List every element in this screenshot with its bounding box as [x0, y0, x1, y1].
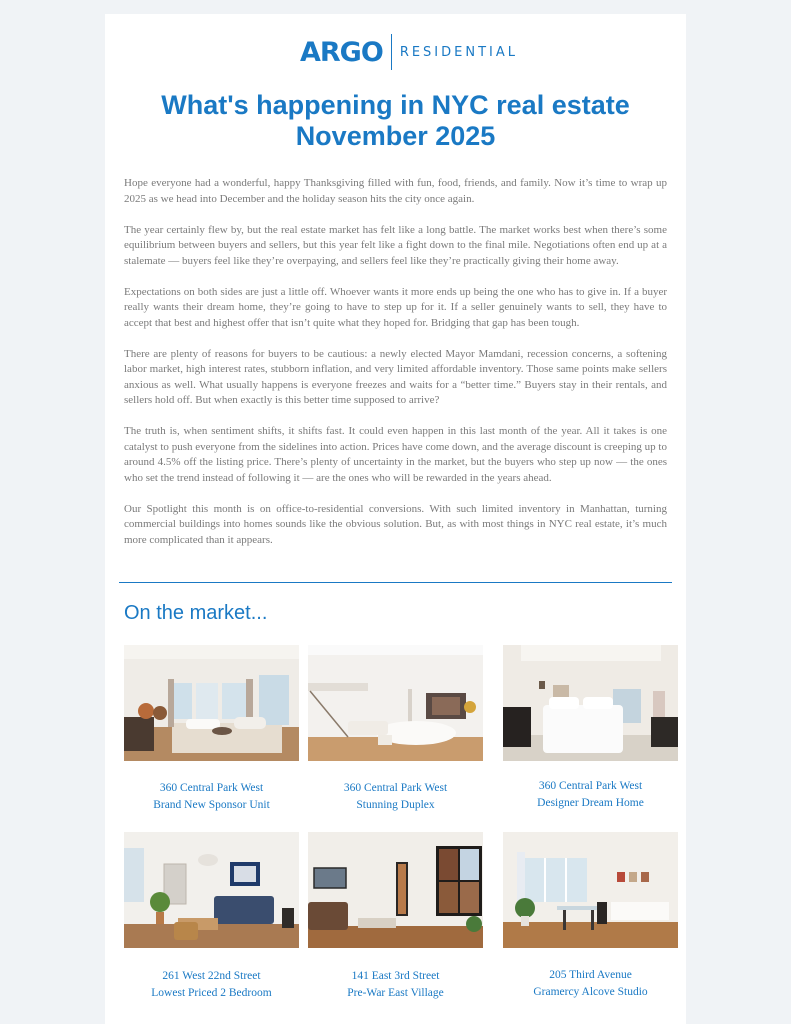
- listing-tagline[interactable]: Brand New Sponsor Unit: [153, 798, 270, 811]
- newsletter-card: [105, 14, 686, 1024]
- listing-card[interactable]: [503, 645, 678, 811]
- listing-address[interactable]: 141 East 3rd Street: [351, 970, 440, 982]
- argo-logo[interactable]: [300, 33, 518, 71]
- listing-photo-pre-war[interactable]: [308, 832, 483, 948]
- listing-tagline[interactable]: Pre-War East Village: [347, 986, 444, 999]
- listing-card[interactable]: [308, 832, 483, 1001]
- listing-tagline[interactable]: Lowest Priced 2 Bedroom: [151, 986, 272, 999]
- listing-photo-duplex[interactable]: [308, 645, 483, 761]
- paragraph: Our Spotlight this month is on office-to-residential conversions. With such limited inventory in Manhattan, turning commercial buildings into homes sounds like the obvious solution. But, as with most things in NYC real estate, it’s much more complicated than it appears.: [124, 502, 667, 546]
- listing-photo-bedroom[interactable]: [503, 645, 678, 761]
- listing-card[interactable]: [124, 832, 299, 1001]
- listing-address[interactable]: 360 Central Park West: [159, 782, 264, 794]
- listing-photo-blue-sofa[interactable]: [124, 832, 299, 948]
- logo-subbrand: RESIDENTIAL: [399, 44, 519, 60]
- listing-card[interactable]: [124, 645, 299, 813]
- logo-brand: ARGO: [300, 36, 383, 68]
- listing-address[interactable]: 360 Central Park West: [343, 782, 448, 794]
- section-divider: [119, 582, 672, 583]
- listing-photo-living-room[interactable]: [124, 645, 299, 761]
- page-title: [105, 90, 686, 152]
- paragraph: There are plenty of reasons for buyers to be cautious: a newly elected Mayor Mamdani, recession concerns, a softening labor market, high interest rates, stubborn inflation, and very limited affordable inventory. Those same points make sellers anxious as well. What usually happens is everyone freezes and waits for a “better time.” Buyers stay in their rentals, and sellers hold off. But when exactly is this better time supposed to arrive?: [124, 347, 667, 406]
- listing-tagline[interactable]: Gramercy Alcove Studio: [533, 985, 648, 998]
- listing-address[interactable]: 261 West 22nd Street: [162, 970, 261, 982]
- listing-card[interactable]: [308, 645, 483, 813]
- intro-body: [124, 176, 667, 564]
- listing-photo-studio[interactable]: [503, 832, 678, 948]
- listing-address[interactable]: 205 Third Avenue: [549, 969, 632, 981]
- paragraph: The year certainly flew by, but the real estate market has felt like a long battle. The market works best when there’s some equilibrium between buyers and sellers, but this year felt like a fight down to the final mile. Negotiations often end up at a stalemate — buyers feel like they’re overpaying, and sellers feel like they’re practically giving their home away.: [124, 223, 667, 267]
- listing-address[interactable]: 360 Central Park West: [538, 780, 643, 792]
- logo-divider: [391, 34, 392, 70]
- listing-card[interactable]: [503, 832, 678, 1000]
- title-line-1: What's happening in NYC real estate: [161, 90, 630, 120]
- listing-tagline[interactable]: Designer Dream Home: [537, 796, 644, 809]
- on-the-market-heading: On the market...: [124, 602, 268, 624]
- title-line-2: November 2025: [295, 121, 496, 151]
- paragraph: The truth is, when sentiment shifts, it shifts fast. It could even happen in this last month of the year. All it takes is one catalyst to push everyone from the sidelines into action. Prices have come down, and the average discount is creeping up to around 4.5% off the listing price. There’s plenty of uncertainty in the market, but the buyers who step up now — the ones who set the trend instead of following it — are the ones who will be rewarded in the years ahead.: [124, 425, 667, 484]
- paragraph: Expectations on both sides are just a little off. Whoever wants it more ends up being the one who has to give in. If a buyer really wants their dream home, they’re going to have to step up for it. If a seller genuinely wants to sell, they have to accept that best and highest offer that isn’t quite what they hoped for. Bridging that gap has been tough.: [124, 285, 667, 329]
- paragraph: Hope everyone had a wonderful, happy Thanksgiving filled with fun, food, friends, and family. Now it’s time to wrap up 2025 as we head into December and the holiday season hits the city once again.: [124, 177, 667, 205]
- listing-tagline[interactable]: Stunning Duplex: [356, 798, 435, 811]
